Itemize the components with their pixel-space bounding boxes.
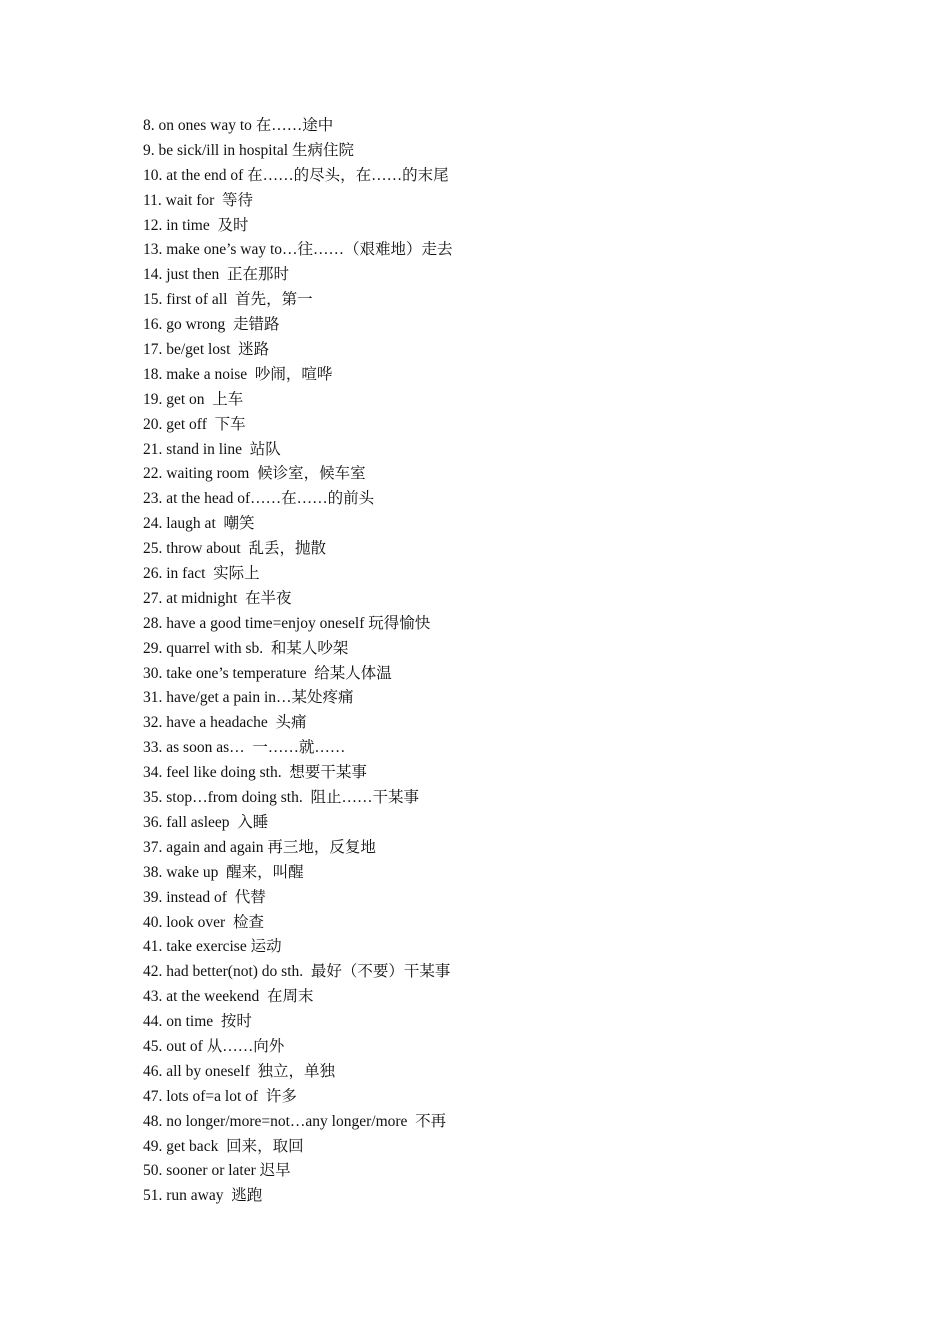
list-item: 35. stop…from doing sth. 阻止……干某事 [143, 789, 419, 807]
list-item: 36. fall asleep 入睡 [143, 813, 269, 831]
list-item: 11. wait for 等待 [143, 191, 254, 209]
list-item: 9. be sick/ill in hospital 生病住院 [143, 141, 354, 159]
list-item: 33. as soon as… 一……就…… [143, 739, 346, 757]
list-item: 51. run away 逃跑 [143, 1187, 263, 1205]
list-item: 34. feel like doing sth. 想要干某事 [143, 764, 367, 782]
list-item: 24. laugh at 嘲笑 [143, 515, 255, 533]
list-item: 50. sooner or later 迟早 [143, 1162, 291, 1180]
list-item: 43. at the weekend 在周末 [143, 988, 314, 1006]
list-item: 30. take one’s temperature 给某人体温 [143, 664, 392, 682]
list-item: 16. go wrong 走错路 [143, 316, 280, 334]
list-item: 39. instead of 代替 [143, 888, 266, 906]
list-item: 47. lots of=a lot of 许多 [143, 1087, 297, 1105]
list-item: 15. first of all 首先，第一 [143, 291, 313, 309]
list-item: 20. get off 下车 [143, 415, 246, 433]
list-item: 13. make one’s way to…往……（艰难地）走去 [143, 241, 453, 259]
list-item: 19. get on 上车 [143, 390, 244, 408]
list-item: 8. on ones way to 在……途中 [143, 117, 334, 134]
list-item: 42. had better(not) do sth. 最好（不要）干某事 [143, 963, 451, 981]
list-item: 14. just then 正在那时 [143, 266, 289, 284]
list-item: 38. wake up 醒来，叫醒 [143, 863, 304, 881]
list-item: 28. have a good time=enjoy oneself 玩得愉快 [143, 614, 431, 632]
list-item: 23. at the head of……在……的前头 [143, 490, 375, 508]
phrase-list [143, 114, 453, 1209]
list-item: 18. make a noise 吵闹，喧哗 [143, 365, 333, 383]
list-item: 17. be/get lost 迷路 [143, 341, 270, 359]
list-item: 41. take exercise 运动 [143, 938, 282, 956]
list-item: 45. out of 从……向外 [143, 1037, 285, 1055]
list-item: 48. no longer/more=not…any longer/more 不再 [143, 1112, 447, 1130]
list-item: 37. again and again 再三地，反复地 [143, 838, 376, 856]
list-item: 40. look over 检查 [143, 913, 264, 931]
list-item: 31. have/get a pain in…某处疼痛 [143, 689, 354, 707]
list-item: 10. at the end of 在……的尽头，在……的末尾 [143, 166, 449, 184]
list-item: 49. get back 回来，取回 [143, 1137, 304, 1155]
list-item: 26. in fact 实际上 [143, 565, 260, 583]
list-item: 12. in time 及时 [143, 216, 249, 234]
list-item: 46. all by oneself 独立，单独 [143, 1062, 336, 1080]
list-item: 25. throw about 乱丢，抛散 [143, 540, 326, 558]
list-item: 29. quarrel with sb. 和某人吵架 [143, 639, 349, 657]
list-item: 32. have a headache 头痛 [143, 714, 307, 732]
list-item: 27. at midnight 在半夜 [143, 589, 292, 607]
list-item: 21. stand in line 站队 [143, 440, 281, 458]
list-item: 44. on time 按时 [143, 1013, 252, 1031]
list-item: 22. waiting room 候诊室，候车室 [143, 465, 366, 483]
